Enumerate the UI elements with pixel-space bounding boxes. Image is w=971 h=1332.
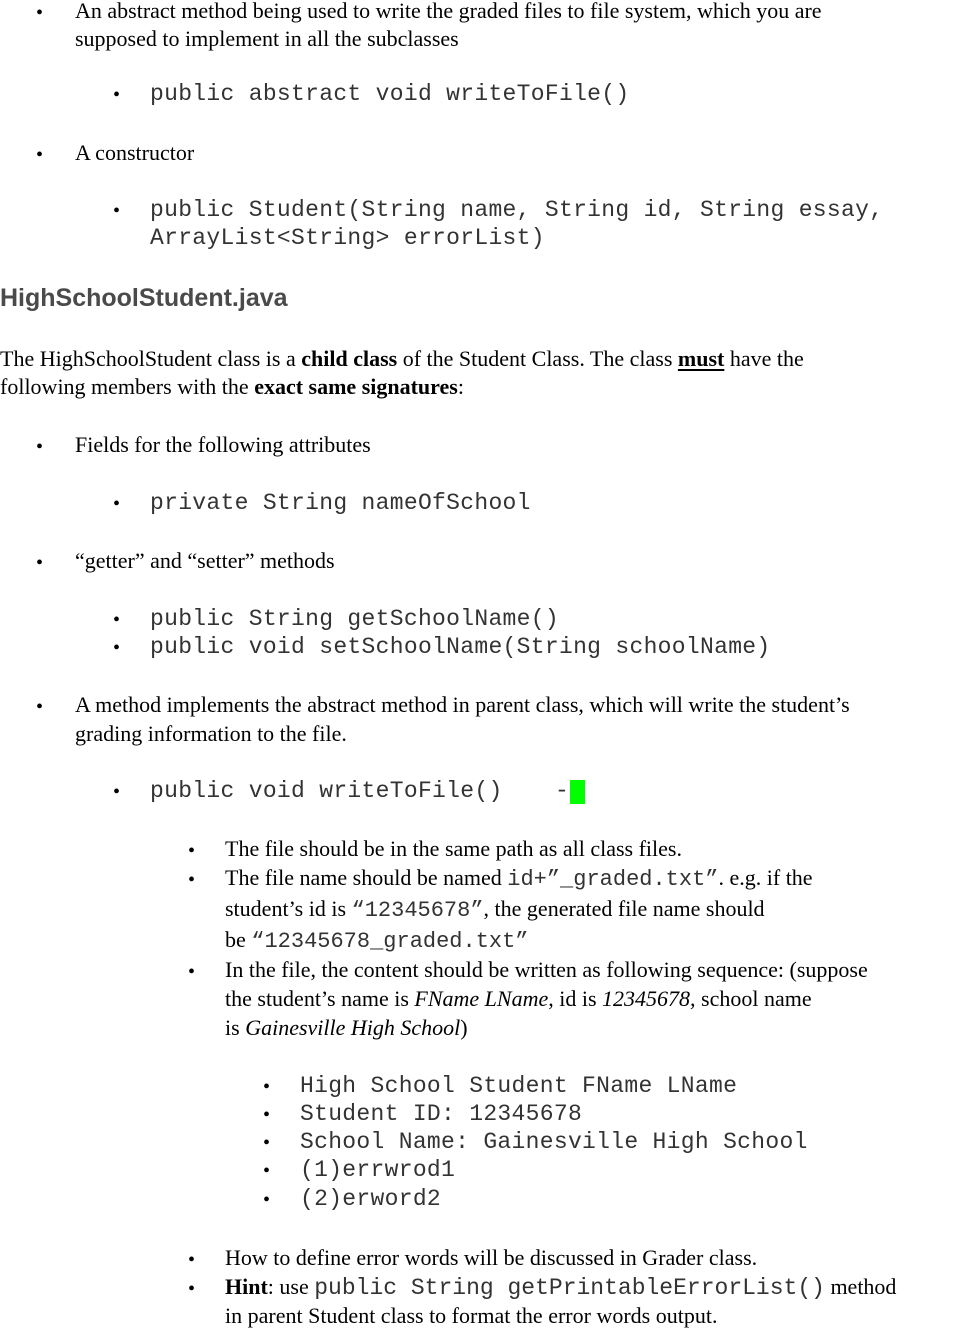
bullet: • — [113, 637, 121, 659]
emphasis-must: must — [677, 346, 725, 371]
output-line: Student ID: 12345678 — [300, 1101, 583, 1127]
example-school: Gainesville High School — [245, 1015, 461, 1040]
bullet: • — [188, 1278, 196, 1300]
output-line: School Name: Gainesville High School — [300, 1129, 808, 1155]
text: is — [225, 1015, 246, 1040]
hint-line2: in parent Student class to format the error words output. — [225, 1303, 718, 1328]
constructor-signature-line1: public Student(String name, String id, String essay, — [150, 197, 884, 223]
code-example-id: “12345678” — [351, 898, 484, 923]
constructor-label: A constructor — [75, 140, 195, 165]
class-description-line2 — [0, 374, 464, 400]
text: school name — [695, 986, 812, 1011]
writetofile-dash: - — [555, 778, 570, 804]
bullet: • — [36, 552, 44, 574]
output-line: (1)errwrod1 — [300, 1157, 456, 1183]
emphasis-exact-signatures: exact same signatures — [254, 374, 458, 399]
bullet: • — [188, 1249, 196, 1271]
setter-signature: public void setSchoolName(String schoolName) — [150, 634, 771, 660]
hint-line1 — [225, 1274, 896, 1301]
detail-content-line3 — [225, 1015, 468, 1041]
code-example-filename: “12345678_graded.txt” — [251, 929, 529, 954]
highlight-marker — [570, 780, 585, 806]
text: : — [457, 374, 464, 399]
bullet: • — [113, 200, 121, 222]
text: . e.g. if the — [718, 865, 813, 890]
example-name: FName LName — [414, 986, 549, 1011]
bullet: • — [36, 144, 44, 166]
hint-label: Hint — [225, 1274, 268, 1299]
bullet: • — [36, 696, 44, 718]
fields-label: Fields for the following attributes — [75, 432, 371, 457]
text: of the Student Class. The class — [397, 346, 678, 371]
detail-path: The file should be in the same path as all class files. — [225, 836, 682, 861]
code-filename-pattern: id+”_graded.txt” — [507, 867, 719, 892]
text: The file name should be named — [225, 865, 508, 890]
constructor-signature-line2: ArrayList<String> errorList) — [150, 225, 545, 251]
bullet: • — [263, 1160, 271, 1182]
abstract-method-text-line1: An abstract method being used to write the graded files to file system, which you are — [75, 0, 822, 23]
text: , the generated file name should — [483, 896, 765, 921]
bullet: • — [188, 840, 196, 862]
detail-filename-line1 — [225, 865, 813, 892]
text: ) — [460, 1015, 468, 1040]
detail-content-line1: In the file, the content should be written as following sequence: (suppose — [225, 957, 868, 982]
getter-signature: public String getSchoolName() — [150, 606, 559, 632]
text: be — [225, 927, 252, 952]
method-label-line2: grading information to the file. — [75, 721, 347, 746]
detail-content-line2 — [225, 986, 812, 1012]
bullet: • — [263, 1132, 271, 1154]
bullet: • — [263, 1189, 271, 1211]
bullet: • — [113, 84, 121, 106]
bullet: • — [188, 961, 196, 983]
detail-filename-line2 — [225, 896, 765, 923]
section-title: HighSchoolStudent.java — [0, 284, 288, 312]
writetofile-signature: public void writeToFile() — [150, 778, 503, 804]
text: The HighSchoolStudent class is a — [0, 346, 302, 371]
bullet: • — [113, 609, 121, 631]
text: following members with the — [0, 374, 255, 399]
bullet: • — [263, 1104, 271, 1126]
detail-filename-line3 — [225, 927, 529, 954]
text: : use — [267, 1274, 315, 1299]
bullet: • — [113, 781, 121, 803]
output-line: High School Student FName LName — [300, 1073, 738, 1099]
bullet: • — [36, 436, 44, 458]
example-id: 12345678, — [602, 986, 696, 1011]
abstract-method-signature: public abstract void writeToFile() — [150, 81, 630, 107]
text: , id is — [548, 986, 603, 1011]
text: student’s id is — [225, 896, 352, 921]
method-label-line1: A method implements the abstract method in parent class, which will write the student’s — [75, 692, 850, 717]
class-description-line1 — [0, 346, 804, 372]
text: the student’s name is — [225, 986, 415, 1011]
emphasis-child-class: child class — [301, 346, 398, 371]
code-hint-method: public String getPrintableErrorList() — [314, 1275, 825, 1301]
getter-setter-label: “getter” and “setter” methods — [75, 548, 335, 573]
bullet: • — [263, 1076, 271, 1098]
bullet: • — [36, 2, 44, 24]
bullet: • — [113, 493, 121, 515]
field-signature: private String nameOfSchool — [150, 490, 531, 516]
output-line: (2)erword2 — [300, 1186, 442, 1212]
bullet: • — [188, 869, 196, 891]
detail-error-words: How to define error words will be discussed in Grader class. — [225, 1245, 758, 1270]
text: have the — [724, 346, 804, 371]
abstract-method-text-line2: supposed to implement in all the subclasses — [75, 26, 459, 51]
text: method — [824, 1274, 897, 1299]
